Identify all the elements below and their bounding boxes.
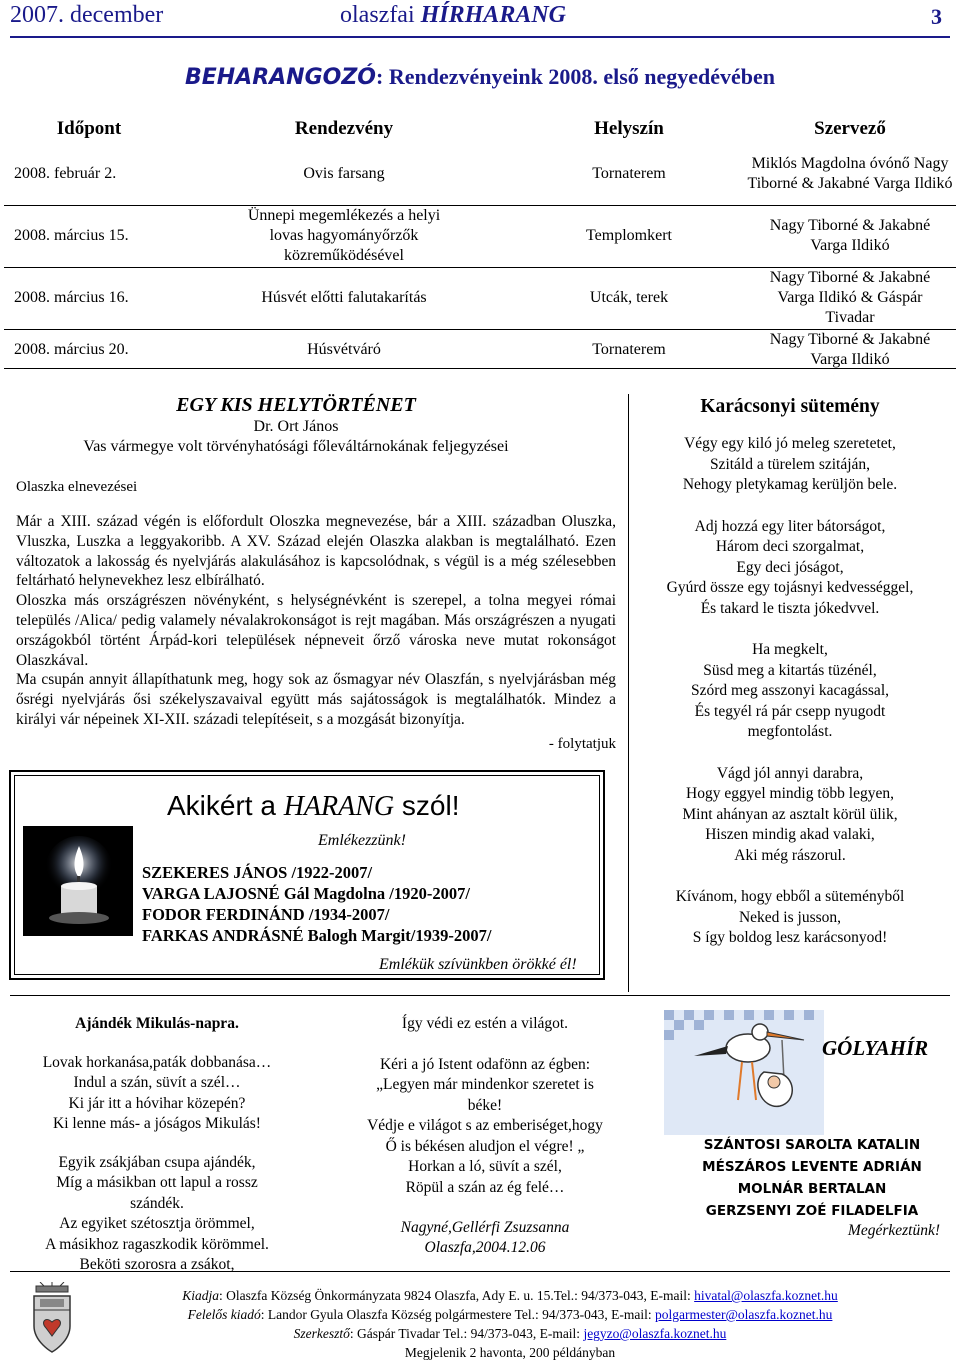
poem-line: Aki még rászorul. — [734, 846, 846, 864]
birth-announcement — [664, 1010, 946, 1262]
memorial-title — [167, 790, 460, 823]
poem-line: Hiszen mindig akad valaki, — [705, 826, 875, 843]
memorial-name-row — [142, 904, 491, 925]
poem-line: Szitáld a türelem szitáján, — [709, 455, 871, 473]
history-article — [16, 394, 616, 753]
column-header: Időpont — [56, 118, 122, 139]
memorial-name-row — [142, 925, 491, 946]
poem-author: Nagyné,Gellérfi Zsuzsanna — [400, 1219, 570, 1236]
newborn-name: GERZSENYI ZOÉ FILADELFIA — [705, 1203, 919, 1219]
event-date: 2008. március 20. — [14, 341, 129, 359]
poem-line: Egyik zsákjában csupa ajándék, — [58, 1153, 256, 1171]
event-place: Templomkert — [514, 205, 744, 267]
email-link[interactable]: polgarmester@olaszfa.koznet.hu — [655, 1307, 833, 1322]
poem-stanza — [640, 887, 940, 949]
poem-line: Röpül a szán az ég felé… — [405, 1178, 565, 1196]
poem-line: Nehogy pletykamag kerüljön bele. — [682, 476, 898, 493]
poem-place-date: Olaszfa,2004.12.06 — [424, 1239, 546, 1256]
memorial-remember: Emlékezzünk! — [318, 832, 406, 849]
poem-line: Hogy eggyel mindig több legyen, — [686, 785, 894, 802]
deceased-name: FARKAS ANDRÁSNÉ Balogh Margit — [142, 926, 411, 945]
event-organizer: Nagy Tiborné & Jakabné Varga Ildikó & Gáspár Tivadar — [744, 267, 956, 329]
column-header: Rendezvény — [294, 118, 394, 139]
table-row — [4, 329, 956, 371]
memorial-title-prefix: Akikért a — [167, 790, 284, 821]
candle-icon — [23, 826, 133, 936]
memorial-name-row — [142, 883, 491, 904]
memorial-name-row — [142, 862, 491, 883]
table-row — [4, 267, 956, 329]
golyahir-title: GÓLYAHÍR — [822, 1036, 929, 1060]
golyahir-footer: Megérkeztünk! — [847, 1222, 940, 1239]
coat-of-arms-icon — [30, 1282, 74, 1356]
newborn-names — [674, 1134, 950, 1222]
newspaper-prefix: olaszfai — [340, 2, 421, 28]
column-header: Szervező — [814, 118, 886, 139]
memorial-title-harang: HARANG — [283, 791, 395, 822]
poem-line: Végy egy kiló jó meleg szeretetet, — [684, 435, 896, 452]
column-divider — [628, 394, 629, 992]
poem-line: Ő is békésen aludjon el végre! „ — [385, 1137, 585, 1155]
poem-stanza — [22, 1153, 292, 1276]
poem-line: Gyúrd össze egy tojásnyi kedvességgel, — [666, 579, 914, 596]
history-title: EGY KIS HELYTÖRTÉNET — [176, 394, 416, 416]
christmas-poem — [640, 394, 940, 949]
memorial-footer: Emlékük szívünkben örökké él! — [379, 956, 577, 973]
event-organizer: Nagy Tiborné & Jakabné Varga Ildikó — [744, 205, 956, 267]
history-paragraph: Oloszka más országrészen növényként, s helységnévként is szerepel, a tolna megyei római település /Alica/ pedig valamely névalakrokonságot is rejt magában. Más országrészen a nyugati országokból történt Árpád-kori települések népneveit őrző városka neve mutat rokonságot Olaszkával. — [16, 592, 616, 669]
imprint-label: Felelős kiadó — [187, 1307, 261, 1322]
poem-title: Karácsonyi sütemény — [700, 396, 880, 417]
event-date: 2008. március 15. — [4, 205, 174, 267]
gift-poem-title: Ajándék Mikulás-napra. — [75, 1015, 239, 1032]
header-divider — [10, 36, 950, 38]
poem-line: Indul a szán, süvít a szél… — [73, 1074, 241, 1091]
poem-line: Így védi ez estén a világot. — [401, 1015, 569, 1032]
event-place: Tornaterem — [514, 144, 744, 205]
imprint-line — [90, 1286, 930, 1305]
poem-stanza — [640, 764, 940, 867]
event-name: Ünnepi megemlékezés a helyi lovas hagyományőrzők közreműködésével — [174, 205, 514, 267]
poem-line: Kívánom, hogy ebből a süteményből — [675, 888, 905, 905]
poem-line: Horkan a ló, süvít a szél, — [408, 1158, 562, 1175]
page-header — [10, 0, 950, 34]
poem-line: Süsd meg a kitartás tüzénél, — [703, 661, 877, 679]
poem-line: Egy deci jóságot, — [736, 558, 844, 576]
poem-line: Ki jár itt a hóvihar közepén? — [68, 1094, 246, 1112]
poem-line: „Legyen már mindenkor szeretet is — [376, 1076, 594, 1093]
imprint-text: : Landor Gyula Olaszfa Község polgármestere Tel.: 94/373-043, E-mail: — [260, 1307, 656, 1322]
history-body — [16, 512, 616, 730]
deceased-years: /1922-2007/ — [287, 863, 373, 882]
imprint-text: : Olaszfa Község Önkormányzata 9824 Olaszfa, Ady E. u. 15.Tel.: 94/373-043, E-mail: — [218, 1288, 695, 1303]
poem-signature — [335, 1218, 635, 1258]
announcement-heading — [0, 64, 960, 90]
deceased-name: VARGA LAJOSNÉ Gál Magdolna — [142, 884, 386, 903]
prayer-poem — [335, 1014, 635, 1258]
event-place: Tornaterem — [592, 341, 666, 359]
continued-note: - folytatjuk — [548, 735, 616, 752]
poem-line: Az egyiket szétosztja örömmel, — [59, 1215, 255, 1232]
deceased-years: /1939-2007/ — [410, 926, 492, 945]
imprint-line — [90, 1324, 930, 1343]
poem-stanza — [335, 1055, 635, 1199]
event-organizer: Nagy Tiborné & Jakabné Varga Ildikó — [769, 331, 931, 369]
issue-date: 2007. december — [10, 2, 164, 28]
imprint-text: : Gáspár Tivadar Tel.: 94/373-043, E-mail: — [349, 1326, 584, 1341]
poem-line: Ki lenne más- a jóságos Mikulás! — [53, 1115, 261, 1132]
poem-line: Mint ahányan az asztalt körül ülik, — [682, 805, 898, 823]
email-link[interactable]: jegyzo@olaszfa.koznet.hu — [583, 1326, 727, 1341]
poem-stanza — [640, 434, 940, 496]
table-header-row — [4, 116, 956, 144]
events-table — [4, 116, 956, 371]
candle-image — [23, 826, 133, 936]
deceased-name: SZEKERES JÁNOS — [142, 863, 288, 882]
table-row — [4, 205, 956, 267]
publication-frequency: Megjelenik 2 havonta, 200 példányban — [404, 1345, 616, 1360]
poem-line: Ha megkelt, — [752, 641, 828, 658]
footer-divider — [10, 1271, 950, 1272]
poem-line: megfontolást. — [747, 723, 833, 740]
poem-stanza — [335, 1014, 635, 1035]
poem-line: Szórd meg asszonyi kacagással, — [691, 682, 889, 699]
history-paragraph: Már a XIII. század végén is előfordult Oloszka megnevezése, bár a XIII. században Oluszka, Vluszka, Luszka a leggyakoribb. A XV. Század elején Olaszka alakban is megtalálható. Ezen változatok a lakosság és nyelvjárás alakulásához is kapcsolódnak, s végül is a még szélesebben feltárható helynevekhez lesz elbírálható. — [16, 513, 616, 590]
poem-line: S így boldog lesz karácsonyod! — [692, 929, 888, 946]
poem-line: Adj hozzá egy liter bátorságot, — [694, 517, 886, 535]
table-row — [4, 144, 956, 205]
poem-line: Beköti szorosra a zsákot, — [79, 1256, 235, 1273]
imprint-label: Szerkesztő — [293, 1326, 350, 1341]
poem-line: szándék. — [130, 1194, 184, 1212]
imprint-label: Kiadja — [182, 1288, 219, 1303]
history-paragraph: Ma csupán annyit állapíthatunk meg, hogy sok az ősmagyar név Olaszfán, s nyelvjárásban még ősrégi nyelvjárás ősi székelyszavaival együtt más sajátosságok is megtalálhatók. Mindez a királyi vár népeinek XI-XII. századi telepítéseit, s a mozgását bizonyítja. — [16, 671, 616, 728]
newborn-name: MÉSZÁROS LEVENTE ADRIÁN — [702, 1159, 922, 1175]
deceased-years: /1934-2007/ — [304, 905, 390, 924]
poem-line: Három deci szorgalmat, — [715, 538, 865, 555]
newborn-name: SZÁNTOSI SAROLTA KATALIN — [703, 1137, 921, 1153]
email-link[interactable]: hivatal@olaszfa.koznet.hu — [694, 1288, 838, 1303]
poem-line: És takard le tiszta jókedvvel. — [700, 599, 880, 617]
poem-line: Lovak horkanása,paták dobbanása… — [42, 1053, 272, 1071]
poem-stanza — [640, 640, 940, 743]
poem-line: Vágd jól annyi darabra, — [716, 764, 864, 782]
memorial-box — [9, 770, 605, 980]
event-name: Húsvétváró — [307, 341, 381, 359]
newspaper-name: HÍRHARANG — [420, 2, 566, 28]
event-organizer: Miklós Magdolna óvónő Nagy Tiborné & Jakabné Varga Ildikó — [744, 144, 956, 205]
poem-line: Védje e világot s az emberiséget,hogy — [367, 1117, 603, 1134]
poem-line: Míg a másikban ott lapul a rossz — [56, 1174, 258, 1191]
announcement-title: BEHARANGOZÓ — [184, 65, 376, 90]
event-date: 2008. március 16. — [4, 267, 174, 329]
column-header: Helyszín — [594, 118, 664, 139]
poem-line: Neked is jusson, — [738, 908, 842, 926]
memorial-names — [142, 862, 491, 946]
memorial-title-suffix: szól! — [394, 790, 460, 821]
poem-stanza — [640, 517, 940, 620]
table-bottom-border — [4, 368, 956, 369]
poem-line: Kéri a jó Istent odafönn az égben: — [379, 1055, 591, 1073]
history-author: Dr. Ort János — [253, 418, 339, 435]
stork-icon — [664, 1010, 824, 1135]
poem-line: A másikhoz ragaszkodik körömmel. — [45, 1235, 269, 1253]
history-section-heading: Olaszka elnevezései — [16, 479, 138, 495]
announcement-subtitle: : Rendezvényeink 2008. első negyedévében — [376, 64, 776, 89]
page-number: 3 — [931, 4, 942, 29]
event-name: Húsvét előtti falutakarítás — [174, 267, 514, 329]
poem-line: És tegyél rá pár csepp nyugodt — [694, 702, 886, 720]
deceased-name: FODOR FERDINÁND — [142, 905, 305, 924]
history-subtitle: Vas vármegye volt törvényhatósági főleváltárnokának feljegyzései — [83, 438, 509, 455]
poem-stanza — [22, 1053, 292, 1135]
newspaper-title — [340, 2, 566, 29]
event-place: Utcák, terek — [514, 267, 744, 329]
newborn-name: MOLNÁR BERTALAN — [737, 1181, 887, 1197]
event-name: Ovis farsang — [174, 144, 514, 205]
poem-line: béke! — [467, 1096, 503, 1114]
section-divider — [10, 995, 950, 996]
imprint — [90, 1286, 930, 1362]
gift-poem — [22, 1014, 292, 1294]
imprint-line — [90, 1305, 930, 1324]
event-date: 2008. február 2. — [4, 144, 174, 205]
deceased-years: /1920-2007/ — [385, 884, 470, 903]
